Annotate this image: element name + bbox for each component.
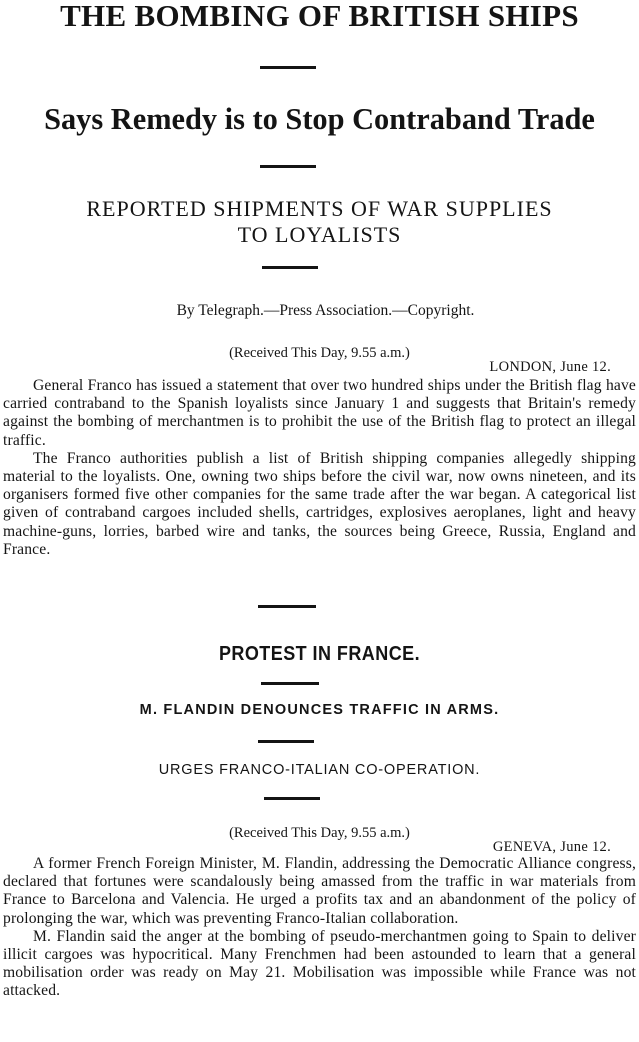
- divider-rule: [262, 266, 318, 269]
- article-body: [3, 377, 636, 559]
- dateline: GENEVA, June 12.: [492, 839, 611, 855]
- divider-rule: [260, 66, 316, 69]
- divider-rule: [258, 605, 316, 608]
- received-time: (Received This Day, 9.55 a.m.): [229, 825, 410, 841]
- section-heading: PROTEST IN FRANCE.: [218, 643, 421, 665]
- kicker-headline: M. FLANDIN DENOUNCES TRAFFIC IN ARMS.: [139, 702, 500, 718]
- article-body: [3, 855, 636, 1001]
- subheadline: Says Remedy is to Stop Contraband Trade: [44, 101, 595, 136]
- divider-rule: [261, 682, 319, 685]
- dateline: LONDON, June 12.: [489, 359, 611, 375]
- divider-rule: [264, 797, 320, 800]
- paragraph: General Franco has issued a statement that over two hundred ships under the British flag have carried contraband to the Spanish loyalists since January 1 and suggests that Britain's remedy against the bombing of merchantmen is to prohibit the use of the British flag to protect an illegal traffic.: [3, 377, 636, 449]
- main-headline: THE BOMBING OF BRITISH SHIPS: [60, 0, 579, 33]
- paragraph: M. Flandin said the anger at the bombing of pseudo-merchantmen going to Spain to deliver illicit cargoes was hypocritical. Many Frenchmen had been astounded to learn that a general mobilisation order was ready on May 21. Mobilisation was impossible while France was not attacked.: [3, 927, 636, 1000]
- deck-line: REPORTED SHIPMENTS OF WAR SUPPLIES: [86, 196, 553, 221]
- paragraph: The Franco authorities publish a list of British shipping companies allegedly shipping material to the loyalists. One, owning two ships before the civil war, now owns nineteen, and its organisers formed five other companies for the same trade after the war began. A categorical list given of contraband cargoes included shells, cartridges, explosives aeroplanes, light and heavy machine-guns, lorries, barbed wire and tanks, the sources being Greece, Russia, England and France.: [3, 449, 636, 558]
- deck-line: TO LOYALISTS: [237, 222, 402, 247]
- byline: By Telegraph.—Press Association.—Copyright.: [176, 302, 475, 319]
- divider-rule: [260, 165, 316, 168]
- received-time: (Received This Day, 9.55 a.m.): [229, 345, 410, 361]
- divider-rule: [258, 740, 314, 743]
- kicker-headline-secondary: URGES FRANCO-ITALIAN CO-OPERATION.: [158, 762, 481, 778]
- deck-headline: [0, 196, 639, 248]
- paragraph: A former French Foreign Minister, M. Flandin, addressing the Democratic Alliance congress, declared that fortunes were scandalously being amassed from the traffic in war materials from France to Barcelona and Valencia. He urged a profits tax and an abandonment of the policy of prolonging the war, which was preventing Franco-Italian collaboration.: [3, 855, 636, 927]
